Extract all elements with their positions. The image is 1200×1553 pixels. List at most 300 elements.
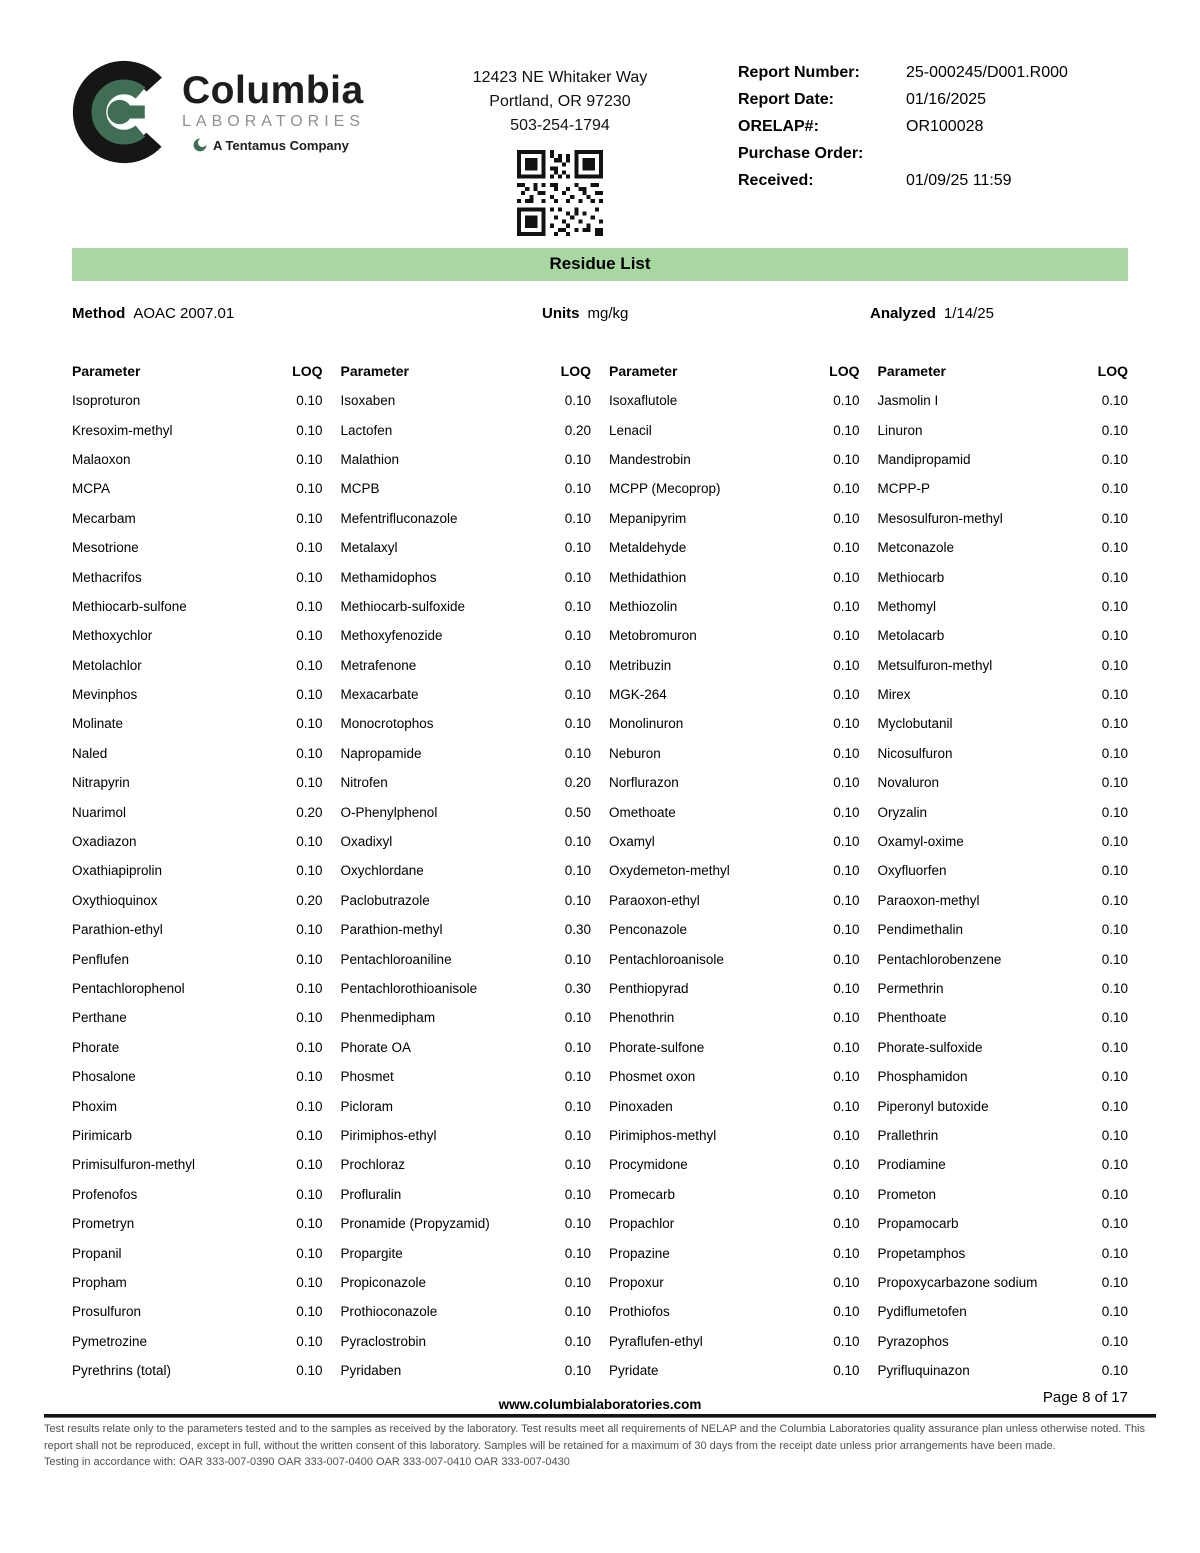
loq-value: 0.10 (564, 657, 591, 673)
parameter-name: Metrafenone (340, 657, 417, 673)
parameter-name: Paraoxon-ethyl (609, 892, 700, 908)
table-row (609, 533, 860, 562)
table-row (341, 915, 592, 944)
parameter-name: Nitrapyrin (72, 775, 130, 791)
table-row (609, 445, 860, 474)
table-row (72, 1033, 323, 1062)
table-row (72, 1150, 323, 1179)
loq-value: 0.10 (833, 598, 860, 614)
parameter-name: Molinate (72, 716, 124, 732)
parameter-name: Oxathiapiprolin (72, 863, 163, 879)
table-row (878, 474, 1129, 503)
table-row (72, 739, 323, 768)
orelap-label: ORELAP#: (738, 118, 819, 135)
loq-value: 0.10 (833, 451, 860, 467)
loq-value: 0.10 (296, 393, 323, 409)
table-row (72, 797, 323, 826)
table-row (72, 651, 323, 680)
table-row (878, 886, 1129, 915)
loq-value: 0.10 (833, 1010, 860, 1026)
parameter-name: Propargite (340, 1245, 403, 1261)
parameter-name: Primisulfuron-methyl (72, 1157, 196, 1173)
table-row (878, 1356, 1129, 1385)
table-row (609, 915, 860, 944)
loq-value: 0.10 (564, 393, 591, 409)
table-row (878, 651, 1129, 680)
table-row (341, 562, 592, 591)
parameter-name: Myclobutanil (877, 716, 953, 732)
table-row (341, 445, 592, 474)
table-row (341, 1356, 592, 1385)
table-row (609, 504, 860, 533)
table-row (72, 621, 323, 650)
table-row (609, 1327, 860, 1356)
loq-value: 0.10 (1101, 863, 1128, 879)
table-column-4 (878, 356, 1129, 1385)
loq-value: 0.10 (833, 775, 860, 791)
table-row (341, 886, 592, 915)
loq-value: 0.10 (1101, 598, 1128, 614)
parameter-name: Metobromuron (609, 628, 697, 644)
parameter-name: Prodiamine (877, 1157, 946, 1173)
report-footer (44, 1389, 1156, 1468)
parameter-name: Mandestrobin (609, 451, 691, 467)
parameter-name: Pyrifluquinazon (877, 1363, 970, 1379)
table-row (72, 709, 323, 738)
parameter-name: Pentachloroaniline (340, 951, 452, 967)
parameter-name: Malathion (340, 451, 400, 467)
loq-value: 0.10 (564, 951, 591, 967)
loq-value: 0.10 (1101, 745, 1128, 761)
table-row (72, 1091, 323, 1120)
loq-value: 0.10 (564, 1333, 591, 1349)
table-row (609, 1180, 860, 1209)
parameter-name: Methiocarb-sulfone (72, 598, 187, 614)
loq-value: 0.10 (833, 1098, 860, 1114)
loq-value: 0.10 (296, 1039, 323, 1055)
table-row (878, 1180, 1129, 1209)
loq-value: 0.10 (1101, 1186, 1128, 1202)
loq-value: 0.10 (833, 804, 860, 820)
table-row (878, 1091, 1129, 1120)
parameter-name: Paraoxon-methyl (877, 892, 980, 908)
parameter-name: Pirimiphos-methyl (609, 1127, 717, 1143)
loq-value: 0.10 (833, 628, 860, 644)
column-header (609, 356, 860, 386)
parameter-name: Penconazole (609, 922, 688, 938)
table-row (609, 797, 860, 826)
parameter-name: Paclobutrazole (340, 892, 430, 908)
parameter-name: Parathion-methyl (340, 922, 443, 938)
table-row (72, 533, 323, 562)
parameter-name: Propachlor (609, 1216, 675, 1232)
parameter-name: Picloram (340, 1098, 394, 1114)
table-row (341, 1180, 592, 1209)
parameter-name: Propiconazole (340, 1274, 427, 1290)
received-value: 01/09/25 11:59 (906, 172, 1012, 189)
logo-text (182, 71, 365, 153)
tentamus-icon (192, 137, 208, 153)
table-row (609, 415, 860, 444)
table-row (878, 1003, 1129, 1032)
parameter-name: Phorate-sulfone (609, 1039, 705, 1055)
table-row (609, 1003, 860, 1032)
loq-value: 0.10 (564, 1098, 591, 1114)
loq-value: 0.10 (833, 1069, 860, 1085)
parameter-name: Propoxycarbazone sodium (877, 1274, 1038, 1290)
table-row (878, 915, 1129, 944)
parameter-name: Pyrethrins (total) (72, 1363, 172, 1379)
table-row (72, 886, 323, 915)
parameter-name: Methoxyfenozide (340, 628, 443, 644)
report-date-value: 01/16/2025 (906, 91, 987, 108)
parameter-name: Pentachlorophenol (72, 981, 185, 996)
loq-value: 0.10 (564, 834, 591, 850)
table-row (72, 504, 323, 533)
method-label: Method (72, 305, 126, 322)
parameter-name: MCPA (72, 481, 111, 497)
tagline-text: A Tentamus Company (213, 137, 349, 153)
loq-value: 0.10 (564, 1304, 591, 1320)
table-row (878, 386, 1129, 415)
loq-value: 0.10 (1101, 834, 1128, 850)
loq-value: 0.10 (1101, 1304, 1128, 1320)
units-field (542, 305, 870, 322)
loq-value: 0.10 (564, 1039, 591, 1055)
columbia-logo-icon (72, 60, 176, 164)
parameter-name: Permethrin (877, 981, 944, 996)
loq-value: 0.10 (296, 951, 323, 967)
report-info (738, 60, 1130, 199)
loq-value: 0.10 (1101, 1098, 1128, 1114)
lab-address (382, 60, 738, 236)
loq-value: 0.10 (296, 1186, 323, 1202)
loq-value: 0.10 (296, 1333, 323, 1349)
table-row (341, 974, 592, 1003)
parameter-name: Penthiopyrad (609, 981, 689, 996)
parameter-name: Penflufen (72, 951, 130, 967)
table-row (72, 680, 323, 709)
loq-value: 0.10 (833, 834, 860, 850)
loq-value: 0.10 (833, 422, 860, 438)
parameter-name: O-Phenylphenol (340, 804, 438, 820)
parameter-name: Propazine (609, 1245, 670, 1261)
parameter-name: Propetamphos (877, 1245, 966, 1261)
table-row (609, 621, 860, 650)
parameter-name: Metsulfuron-methyl (877, 657, 993, 673)
table-row (609, 886, 860, 915)
loq-value: 0.10 (1101, 804, 1128, 820)
loq-value: 0.10 (564, 1157, 591, 1173)
parameter-name: Pirimiphos-ethyl (340, 1127, 437, 1143)
loq-value: 0.10 (564, 892, 591, 908)
table-row (609, 1238, 860, 1267)
loq-value: 0.10 (564, 481, 591, 497)
loq-value: 0.10 (833, 951, 860, 967)
loq-value: 0.10 (1101, 451, 1128, 467)
table-row (878, 1150, 1129, 1179)
parameter-name: Methamidophos (340, 569, 437, 585)
parameter-name: Malaoxon (72, 451, 131, 467)
loq-value: 0.10 (296, 628, 323, 644)
parameter-name: Napropamide (340, 745, 422, 761)
table-row (72, 592, 323, 621)
residue-table (72, 356, 1128, 1385)
report-header (0, 0, 1200, 236)
loq-value: 0.10 (296, 1127, 323, 1143)
parameter-name: MCPP-P (877, 481, 931, 497)
table-row (878, 944, 1129, 973)
table-row (609, 768, 860, 797)
parameter-name: Omethoate (609, 804, 676, 820)
loq-value: 0.10 (833, 510, 860, 526)
parameter-name: Profenofos (72, 1186, 138, 1202)
loq-value: 0.10 (1101, 1157, 1128, 1173)
table-row (341, 709, 592, 738)
loq-value: 0.10 (296, 1304, 323, 1320)
table-row (341, 680, 592, 709)
table-row (878, 1327, 1129, 1356)
loq-value: 0.10 (296, 716, 323, 732)
loq-value: 0.10 (296, 981, 323, 996)
parameter-name: Prometryn (72, 1216, 135, 1232)
loq-value: 0.10 (296, 1157, 323, 1173)
loq-value: 0.10 (833, 687, 860, 703)
table-row (341, 386, 592, 415)
loq-value: 0.10 (296, 775, 323, 791)
loq-value: 0.10 (1101, 540, 1128, 556)
loq-value: 0.20 (564, 775, 591, 791)
report-info-row (738, 172, 1130, 190)
parameter-name: Pyrazophos (877, 1333, 949, 1349)
parameter-name: Phenthoate (877, 1010, 947, 1026)
table-row (341, 1209, 592, 1238)
parameter-name: Oxythioquinox (72, 892, 158, 908)
loq-value: 0.10 (1101, 481, 1128, 497)
brand-name: Columbia (182, 69, 364, 112)
table-row (878, 974, 1129, 1003)
loq-value: 0.10 (1101, 951, 1128, 967)
loq-value: 0.10 (833, 1363, 860, 1379)
parameter-name: Pendimethalin (877, 922, 964, 938)
loq-value: 0.10 (833, 1274, 860, 1290)
loq-value: 0.10 (296, 1216, 323, 1232)
table-row (72, 1062, 323, 1091)
loq-value: 0.30 (564, 981, 591, 996)
table-row (609, 1209, 860, 1238)
table-row (341, 768, 592, 797)
loq-value: 0.10 (296, 598, 323, 614)
table-row (341, 1327, 592, 1356)
loq-value: 0.10 (564, 569, 591, 585)
loq-value: 0.10 (564, 510, 591, 526)
parameter-header: Parameter (72, 363, 141, 379)
table-row (609, 592, 860, 621)
parameter-header: Parameter (340, 363, 409, 379)
table-row (341, 827, 592, 856)
parameter-name: Propanil (72, 1245, 122, 1261)
table-row (72, 1209, 323, 1238)
parameter-name: Isoxaflutole (609, 393, 678, 409)
parameter-name: Mesotrione (72, 540, 139, 556)
qr-code (517, 150, 603, 236)
loq-value: 0.10 (1101, 628, 1128, 644)
parameter-name: Norflurazon (609, 775, 679, 791)
tentamus-tagline (192, 137, 365, 153)
table-row (878, 592, 1129, 621)
table-row (72, 1356, 323, 1385)
report-date-label: Report Date: (738, 91, 835, 108)
parameter-name: MCPP (Mecoprop) (609, 481, 721, 497)
loq-value: 0.10 (1101, 569, 1128, 585)
parameter-name: Prothiofos (609, 1304, 670, 1320)
parameter-name: Lenacil (609, 422, 652, 438)
table-row (878, 1121, 1129, 1150)
parameter-name: Oxadiazon (72, 834, 137, 850)
brand-subtitle: LABORATORIES (182, 113, 365, 130)
parameter-name: Methomyl (877, 598, 937, 614)
parameter-name: Monocrotophos (340, 716, 434, 732)
loq-value: 0.10 (564, 745, 591, 761)
parameter-name: Oxadixyl (340, 834, 393, 850)
loq-value: 0.10 (296, 1274, 323, 1290)
parameter-name: Linuron (877, 422, 923, 438)
loq-value: 0.10 (833, 922, 860, 938)
loq-value: 0.10 (1101, 1274, 1128, 1290)
table-row (878, 1268, 1129, 1297)
table-row (72, 415, 323, 444)
table-row (72, 1003, 323, 1032)
parameter-name: Prothioconazole (340, 1304, 438, 1320)
table-row (72, 1121, 323, 1150)
table-row (609, 1033, 860, 1062)
loq-value: 0.10 (296, 451, 323, 467)
parameter-name: Phorate-sulfoxide (877, 1039, 983, 1055)
loq-value: 0.10 (296, 834, 323, 850)
loq-value: 0.10 (1101, 922, 1128, 938)
parameter-name: Oxamyl (609, 834, 655, 850)
loq-value: 0.30 (564, 922, 591, 938)
table-row (878, 504, 1129, 533)
parameter-name: Oxydemeton-methyl (609, 863, 730, 879)
loq-value: 0.10 (1101, 981, 1128, 996)
table-row (878, 1033, 1129, 1062)
section-banner: Residue List (72, 248, 1128, 281)
parameter-name: Pinoxaden (609, 1098, 673, 1114)
loq-value: 0.10 (564, 1363, 591, 1379)
loq-value: 0.10 (296, 540, 323, 556)
parameter-name: Propoxur (609, 1274, 664, 1290)
parameter-name: Parathion-ethyl (72, 922, 163, 938)
company-logo (72, 60, 382, 164)
loq-value: 0.10 (296, 1010, 323, 1026)
table-row (341, 944, 592, 973)
table-row (609, 651, 860, 680)
table-row (72, 915, 323, 944)
table-row (341, 1121, 592, 1150)
table-row (72, 827, 323, 856)
loq-value: 0.10 (1101, 1363, 1128, 1379)
loq-value: 0.10 (296, 922, 323, 938)
table-row (72, 856, 323, 885)
parameter-name: Metaldehyde (609, 540, 687, 556)
loq-value: 0.10 (833, 863, 860, 879)
analysis-meta (72, 305, 1128, 322)
loq-value: 0.10 (1101, 393, 1128, 409)
parameter-name: Profluralin (340, 1186, 402, 1202)
table-row (878, 621, 1129, 650)
method-value: AOAC 2007.01 (133, 305, 235, 322)
table-row (341, 1091, 592, 1120)
loq-value: 0.10 (833, 1333, 860, 1349)
parameter-name: Pymetrozine (72, 1333, 148, 1349)
table-row (72, 562, 323, 591)
table-row (341, 474, 592, 503)
table-row (72, 974, 323, 1003)
parameter-name: Mefentrifluconazole (340, 510, 458, 526)
parameter-name: Procymidone (609, 1157, 688, 1173)
table-row (341, 1003, 592, 1032)
parameter-name: Kresoxim-methyl (72, 422, 173, 438)
report-info-row (738, 118, 1130, 136)
table-row (341, 1297, 592, 1326)
loq-value: 0.10 (564, 716, 591, 732)
loq-value: 0.10 (833, 393, 860, 409)
loq-value: 0.10 (296, 1098, 323, 1114)
loq-value: 0.10 (833, 657, 860, 673)
parameter-name: Methoxychlor (72, 628, 153, 644)
loq-value: 0.10 (833, 892, 860, 908)
loq-value: 0.10 (564, 1186, 591, 1202)
table-row (878, 445, 1129, 474)
parameter-name: Oxychlordane (340, 863, 424, 879)
table-row (878, 797, 1129, 826)
parameter-name: Mesosulfuron-methyl (877, 510, 1003, 526)
parameter-name: Promecarb (609, 1186, 676, 1202)
parameter-name: Propamocarb (877, 1216, 959, 1232)
table-row (341, 739, 592, 768)
parameter-name: Methiocarb (877, 569, 945, 585)
table-row (609, 1062, 860, 1091)
table-row (609, 827, 860, 856)
table-row (72, 1297, 323, 1326)
parameter-name: Phosmet (340, 1069, 394, 1085)
loq-value: 0.10 (564, 1127, 591, 1143)
loq-value: 0.10 (564, 628, 591, 644)
table-row (341, 621, 592, 650)
loq-value: 0.10 (833, 1304, 860, 1320)
table-row (341, 1238, 592, 1267)
parameter-name: Mepanipyrim (609, 510, 687, 526)
loq-value: 0.10 (296, 745, 323, 761)
loq-value: 0.10 (1101, 1127, 1128, 1143)
testing-accordance-text: Testing in accordance with: OAR 333-007-0390 OAR 333-007-0400 OAR 333-007-0410 OAR 333-007-0430 (44, 1456, 570, 1469)
table-row (341, 1062, 592, 1091)
table-row (609, 562, 860, 591)
parameter-name: Mandipropamid (877, 451, 971, 467)
parameter-name: Pyridaben (340, 1363, 402, 1379)
table-row (72, 768, 323, 797)
table-row (878, 1062, 1129, 1091)
loq-value: 0.10 (296, 569, 323, 585)
loq-value: 0.10 (833, 1186, 860, 1202)
table-row (72, 944, 323, 973)
table-row (878, 415, 1129, 444)
parameter-name: Pentachloroanisole (609, 951, 724, 967)
table-row (72, 386, 323, 415)
disclaimer-text: Test results relate only to the parameters tested and to the samples as received by the laboratory. Test results meet all requirements of NELAP and the Columbia Laboratories quality assurance plan unless otherwise noted. This report shall not be reproduced, except in full, without the written consent of this laboratory. Samples will be retained for a maximum of 30 days from the receipt date unless prior arrangements have been made. (44, 1423, 1145, 1452)
table-row (609, 680, 860, 709)
